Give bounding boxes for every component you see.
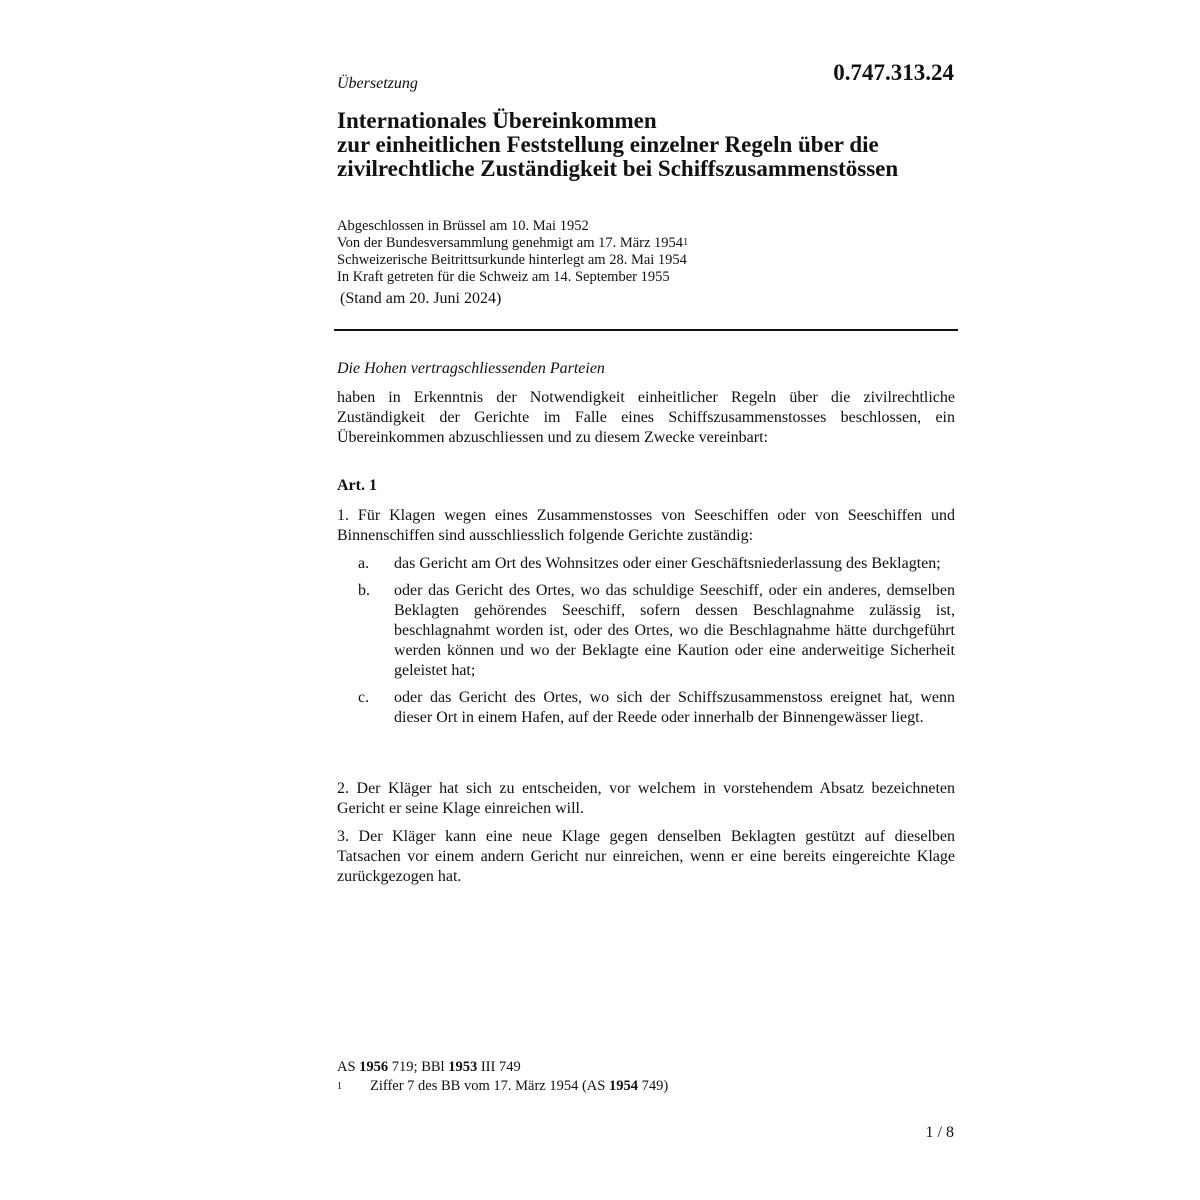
preamble-text: haben in Erkenntnis der Notwendigkeit einheitlicher Regeln über die zivilrechtliche Zuständigkeit der Gerichte im Falle eines Schiffszusammenstosses beschlossen, ein Übereinkommen abzuschliessen und zu diesem Zwecke vereinbart: <box>337 389 955 446</box>
sr-number: 0.747.313.24 <box>833 60 954 85</box>
list-item <box>337 688 955 728</box>
footnotes <box>337 1058 668 1096</box>
preamble-title: Die Hohen vertragschliessenden Parteien <box>337 360 605 377</box>
concluded-date: Abgeschlossen in Brüssel am 10. Mai 1952 <box>337 218 589 234</box>
list-item-letter: b. <box>358 582 370 599</box>
as-year: 1956 <box>359 1059 389 1075</box>
title-line-1: Internationales Übereinkommen <box>337 108 657 133</box>
list-item-text: das Gericht am Ort des Wohnsitzes oder einer Geschäftsniederlassung des Beklagten; <box>394 555 941 572</box>
translation-label: Übersetzung <box>337 75 418 92</box>
list-item-text: oder das Gericht des Ortes, wo das schuldige Seeschiff, oder ein anderes, demselben Beklagten gehörendes Seeschiff, sofern dessen Beschlagnahme zulässig ist, beschlagnahmt worden ist, oder des Ortes, wo die Beschlagnahme hätte durchgeführt werden können und wo der Beklagte eine Kaution oder eine anderweitige Sicherheit geleistet hat; <box>394 582 955 679</box>
list-item <box>337 554 955 574</box>
article-1-paragraph-2: 2. Der Kläger hat sich zu entscheiden, vor welchem in vorstehendem Absatz bezeichneten Gericht er seine Klage einreichen will. <box>337 780 955 817</box>
article-1-heading: Art. 1 <box>337 477 377 494</box>
footnote-1-suffix: 749) <box>641 1078 669 1094</box>
in-force-date: In Kraft getreten für die Schweiz am 14. September 1955 <box>337 269 670 285</box>
list-item-text: oder das Gericht des Ortes, wo sich der Schiffszusammenstoss ereignet hat, wenn dieser Ort in einem Hafen, auf der Reede oder innerhalb der Binnengewässer liegt. <box>394 689 955 726</box>
list-item-letter: a. <box>358 555 370 572</box>
bbl-year: 1953 <box>448 1059 478 1075</box>
approval-date <box>337 235 688 252</box>
article-1-paragraph-1: 1. Für Klagen wegen eines Zusammenstosses von Seeschiffen oder von Seeschiffen und Binnenschiffen sind ausschliesslich folgende Gerichte zuständig: <box>337 507 955 544</box>
page-number: 1 / 8 <box>925 1124 954 1141</box>
document-title <box>337 109 977 181</box>
accession-date: Schweizerische Beitrittsurkunde hinterlegt am 28. Mai 1954 <box>337 252 687 268</box>
footnote-1-number: 1 <box>337 1081 342 1092</box>
footnote-ref-1[interactable]: 1 <box>683 237 689 248</box>
status-date: (Stand am 20. Juni 2024) <box>340 290 502 307</box>
title-line-2: zur einheitlichen Feststellung einzelner Regeln über die <box>337 132 879 157</box>
list-item-letter: c. <box>358 689 370 706</box>
treaty-metadata <box>337 218 688 286</box>
footnote-1 <box>337 1077 668 1096</box>
article-1-paragraph-3: 3. Der Kläger kann eine neue Klage gegen denselben Beklagten gestützt auf dieselben Tatsachen vor einem andern Gericht nur einreichen, wenn er eine bereits eingereichte Klage zurückgezogen hat. <box>337 828 955 885</box>
bbl-rest: III 749 <box>480 1059 521 1075</box>
footnote-1-year: 1954 <box>608 1078 638 1094</box>
list-item <box>337 581 955 681</box>
as-prefix: AS <box>337 1059 356 1075</box>
title-line-3: zivilrechtliche Zuständigkeit bei Schiffszusammenstössen <box>337 156 899 181</box>
footnote-1-prefix: Ziffer 7 des BB vom 17. März 1954 (AS <box>370 1078 606 1094</box>
as-page: 719; BBl <box>391 1059 445 1075</box>
approval-text: Von der Bundesversammlung genehmigt am 17. März 1954 <box>337 235 684 251</box>
article-1-list <box>337 554 955 735</box>
header-divider <box>334 329 958 331</box>
source-reference <box>337 1058 668 1077</box>
